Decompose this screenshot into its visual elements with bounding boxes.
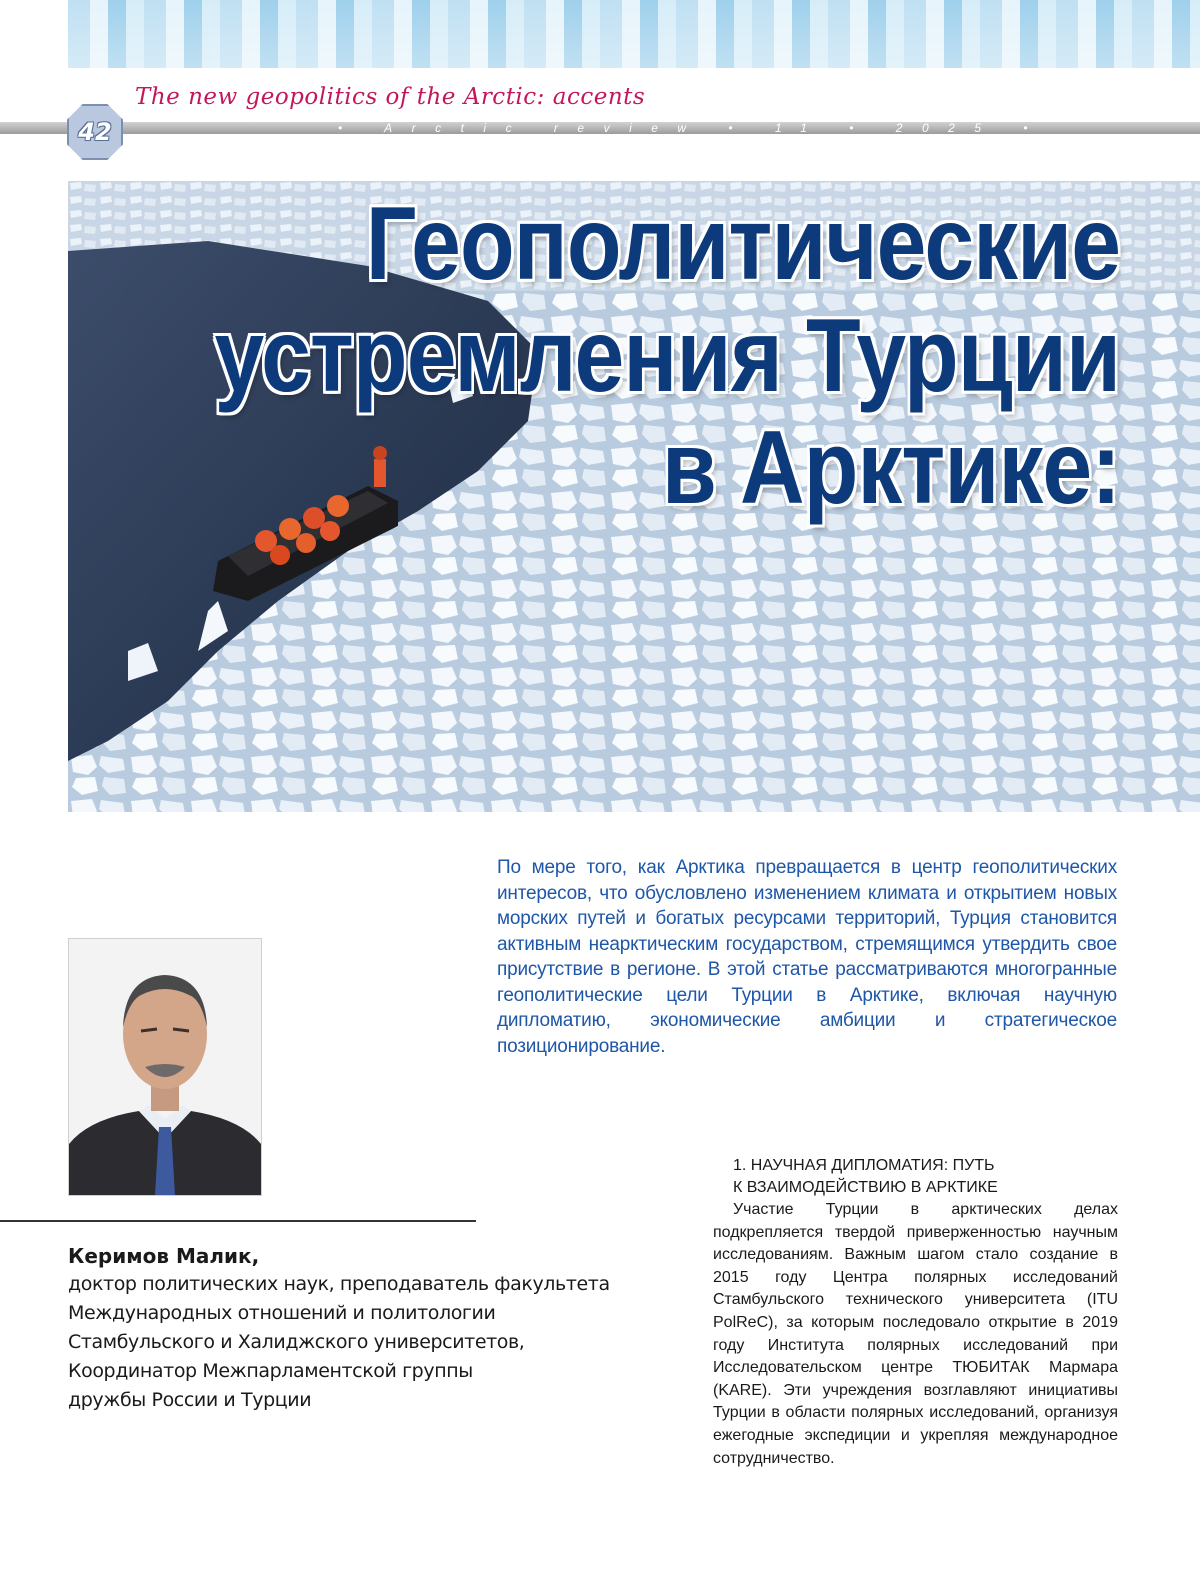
article-title <box>214 188 1120 524</box>
author-description-line: Международных отношений и политологии <box>68 1299 668 1328</box>
author-divider <box>0 1220 476 1222</box>
section-1-heading-line: 1. НАУЧНАЯ ДИПЛОМАТИЯ: ПУТЬ <box>733 1155 1118 1177</box>
author-description-line: Координатор Межпарламентской группы <box>68 1357 668 1386</box>
author-name: Керимов Малик, <box>68 1242 668 1270</box>
author-block <box>68 1242 668 1415</box>
title-line-3: в Арктике: <box>214 412 1120 524</box>
section-1-heading-line: К ВЗАИМОДЕЙСТВИЮ В АРКТИКЕ <box>733 1177 1118 1199</box>
section-1-body: Участие Турции в арктических делах подкрепляется твердой приверженностью научным исследованиям. Важным шагом стало создание в 2015 году Центра полярных исследований Стамбульского технического университета (ITU PolReC), за которым последовало открытие в 2019 году Института полярных исследований при Исследовательском центре ТЮБИТАК Мармара (KARE). Эти учреждения возглавляют инициативы Турции в области полярных исследований, организуя ежегодные экспедиции и укрепляя международное сотрудничество. <box>713 1199 1118 1470</box>
title-line-2: устремления Турции <box>214 300 1120 412</box>
author-photo-graphic <box>69 939 261 1195</box>
page-number: 42 <box>78 118 111 146</box>
author-description-line: Стамбульского и Халиджского университетов, <box>68 1328 668 1357</box>
page-number-badge <box>67 104 123 160</box>
header-stripe-band <box>68 0 1200 68</box>
section-1-heading <box>713 1155 1118 1199</box>
running-head: • Arctic review • 11 • 2025 • <box>338 120 1047 136</box>
author-description-line: доктор политических наук, преподаватель факультета <box>68 1270 668 1299</box>
author-description <box>68 1270 668 1415</box>
author-description-line: дружбы России и Турции <box>68 1386 668 1415</box>
section-kicker: The new geopolitics of the Arctic: accents <box>135 84 645 110</box>
author-photo <box>68 938 262 1196</box>
article-lede: По мере того, как Арктика превращается в центр геополитических интересов, что обусловлено изменением климата и открытием новых морских путей и богатых ресурсами территорий, Турция становится активным неарктическим государством, стремящимся утвердить свое присутствие в регионе. В этой статье рассматриваются многогранные геополитические цели Турции в Арктике, включая научную дипломатию, экономические амбиции и стратегическое позиционирование. <box>497 855 1117 1059</box>
section-1 <box>713 1155 1118 1470</box>
title-line-1: Геополитические <box>214 188 1120 300</box>
